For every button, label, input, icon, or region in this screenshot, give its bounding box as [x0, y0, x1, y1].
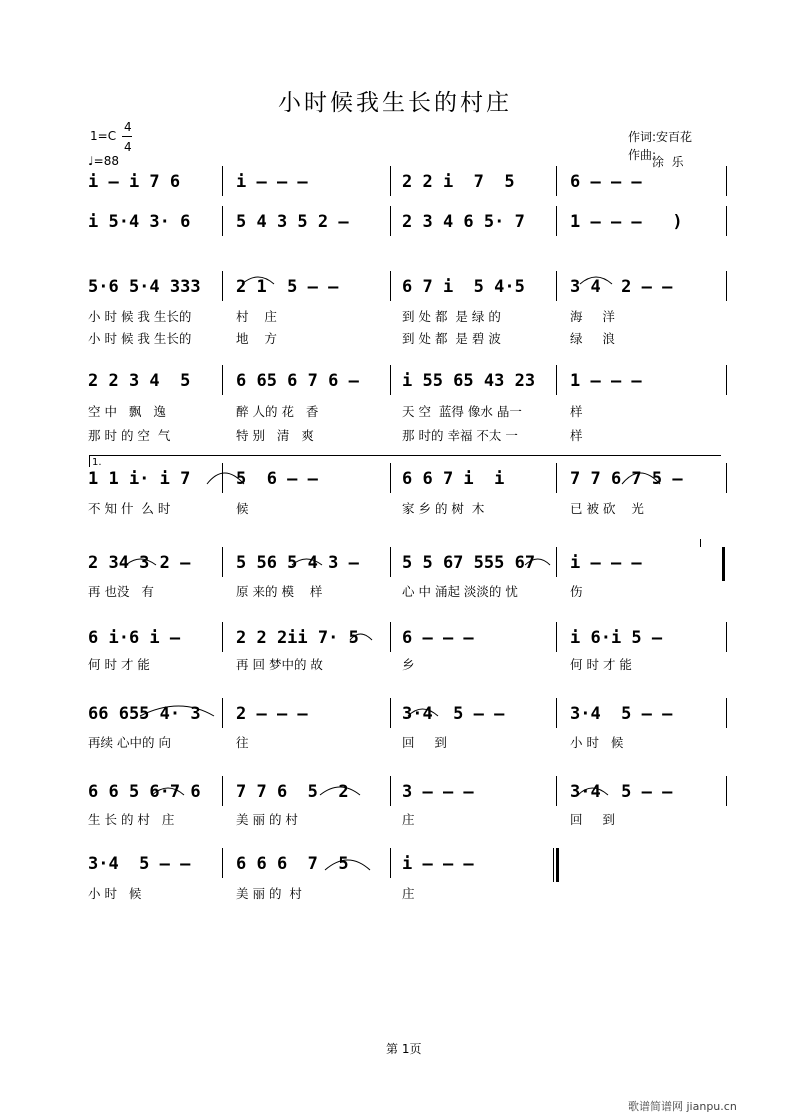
lyric-text: 回 到	[402, 735, 447, 750]
measure-notes: 7 7 6 7 5 –	[570, 469, 683, 489]
measure-notes: 3·4 5 – –	[570, 782, 673, 802]
measure-notes: 1 – – – )	[570, 212, 683, 232]
slur	[622, 473, 660, 484]
slur	[325, 860, 370, 870]
lyric-text: 天 空 蓝得 像水 晶一	[402, 404, 522, 419]
lyric-text: 绿 浪	[570, 331, 615, 346]
measure-notes: i – – –	[570, 553, 642, 573]
composer-credit-label: 作曲:	[628, 148, 657, 162]
time-signature-bottom: 4	[124, 140, 132, 154]
measure-notes: 6 i·6 i –	[88, 628, 181, 648]
measure-notes: 5·6 5·4 333	[88, 277, 201, 297]
measure-notes: 5 5 67 555 67	[402, 553, 536, 573]
measure-notes: 2 2 3 4 5	[88, 371, 191, 391]
lyric-text: 海 洋	[570, 309, 615, 324]
measure-notes: 1 – – –	[570, 371, 642, 391]
tempo-marking: ♩=88	[88, 154, 119, 168]
lyric-text: 村 庄	[236, 309, 277, 324]
measure-notes: 6 65 6 7 6 –	[236, 371, 359, 391]
lyric-text: 已 被 砍 光	[570, 501, 644, 516]
measure-notes: 3·4 5 – –	[88, 854, 191, 874]
lyric-text: 小 时 候 我 生长的	[88, 331, 192, 346]
lyric-text: 那 时的 幸福 不太 一	[402, 428, 518, 443]
lyric-text: 到 处 都 是 绿 的	[402, 309, 501, 324]
measure-notes: 66 655 4· 3	[88, 704, 201, 724]
measure-notes: 5 6 – –	[236, 469, 318, 489]
slur	[525, 559, 550, 565]
lyric-text: 家 乡 的 树 木	[402, 501, 485, 516]
measure-notes: 3 – – –	[402, 782, 474, 802]
measure-notes: i 5·4 3· 6	[88, 212, 191, 232]
measure-notes: 6 7 i 5 4·5	[402, 277, 525, 297]
slur	[126, 559, 156, 565]
lyric-text: 回 到	[570, 812, 615, 827]
slur	[580, 277, 612, 284]
lyric-text: 美 丽 的 村	[236, 886, 302, 901]
measure-notes: 3 4 2 – –	[570, 277, 673, 297]
page-number: 第 1页	[386, 1042, 422, 1056]
measure-notes: 5 56 5 4 3 –	[236, 553, 359, 573]
lyric-text: 特 别 清 爽	[236, 428, 314, 443]
measure-notes: 2 34 3 2 –	[88, 553, 191, 573]
lyricist-credit: 作词:安百花	[628, 130, 693, 144]
lyric-text: 心 中 涌起 淡淡的 忧	[402, 584, 518, 599]
measure-notes: 6 6 6 7 5	[236, 854, 349, 874]
lyric-text: 那 时 的 空 气	[88, 428, 171, 443]
measure-notes: 6 6 7 i i	[402, 469, 505, 489]
lyric-text: 地 方	[236, 331, 277, 346]
volta-number: 1.	[92, 457, 102, 468]
measure-notes: i 55 65 43 23	[402, 371, 536, 391]
lyric-text: 往	[236, 735, 249, 750]
measure-notes: 2 1 5 – –	[236, 277, 339, 297]
composer-credit-name: 涂 乐	[652, 155, 684, 169]
measure-notes: 6 – – –	[570, 172, 642, 192]
slur	[578, 788, 608, 795]
lyric-text: 庄	[402, 812, 415, 827]
measure-notes: 2 2 2ii 7· 5	[236, 628, 359, 648]
slur	[140, 706, 214, 716]
lyric-text: 生 长 的 村 庄	[88, 812, 175, 827]
lyric-text: 小 时 候 我 生长的	[88, 309, 192, 324]
lyric-text: 再 回 梦中的 故	[236, 657, 323, 672]
watermark: 歌谱简谱网 jianpu.cn	[628, 1100, 737, 1113]
song-title: 小时候我生长的村庄	[278, 90, 512, 116]
measure-notes: i – – –	[236, 172, 308, 192]
lyric-text: 伤	[570, 584, 583, 599]
lyric-text: 样	[570, 404, 583, 419]
key-signature: 1=C	[90, 129, 117, 143]
slur	[408, 709, 438, 716]
measure-notes: 1 1 i· i 7	[88, 469, 191, 489]
slur	[292, 559, 322, 565]
measure-notes: 3·4 5 – –	[402, 704, 505, 724]
measure-notes: 6 – – –	[402, 628, 474, 648]
slur	[152, 788, 184, 795]
slur	[320, 787, 360, 795]
lyric-text: 何 时 才 能	[88, 657, 150, 672]
slur	[242, 277, 274, 284]
lyric-text: 乡	[402, 657, 415, 672]
measure-notes: 3·4 5 – –	[570, 704, 673, 724]
lyric-text: 小 时 候	[88, 886, 142, 901]
lyric-text: 到 处 都 是 碧 波	[402, 331, 501, 346]
lyric-text: 再续 心中的 向	[88, 735, 171, 750]
measure-notes: 2 – – –	[236, 704, 308, 724]
lyric-text: 小 时 候	[570, 735, 624, 750]
lyric-text: 不 知 什 么 时	[88, 501, 171, 516]
measure-notes: i – i 7 6	[88, 172, 181, 192]
lyric-text: 原 来的 模 样	[236, 584, 323, 599]
measure-notes: 6 6 5 6·7 6	[88, 782, 201, 802]
lyric-text: 醉 人的 花 香	[236, 404, 319, 419]
lyric-text: 美 丽 的 村	[236, 812, 298, 827]
lyric-text: 再 也没 有	[88, 584, 154, 599]
slur	[350, 634, 372, 640]
lyric-text: 何 时 才 能	[570, 657, 632, 672]
lyric-text: 空 中 飘 逸	[88, 404, 166, 419]
measure-notes: 2 3 4 6 5· 7	[402, 212, 525, 232]
measure-notes: 7 7 6 5 2	[236, 782, 349, 802]
lyric-text: 样	[570, 428, 583, 443]
measure-notes: i 6·i 5 –	[570, 628, 663, 648]
lyric-text: 候	[236, 501, 249, 516]
time-signature-top: 4	[124, 120, 132, 134]
measure-notes: 5 4 3 5 2 –	[236, 212, 349, 232]
measure-notes: 2 2 i 7 5	[402, 172, 515, 192]
measure-notes: i – – –	[402, 854, 474, 874]
lyric-text: 庄	[402, 886, 415, 901]
slur	[207, 473, 244, 484]
